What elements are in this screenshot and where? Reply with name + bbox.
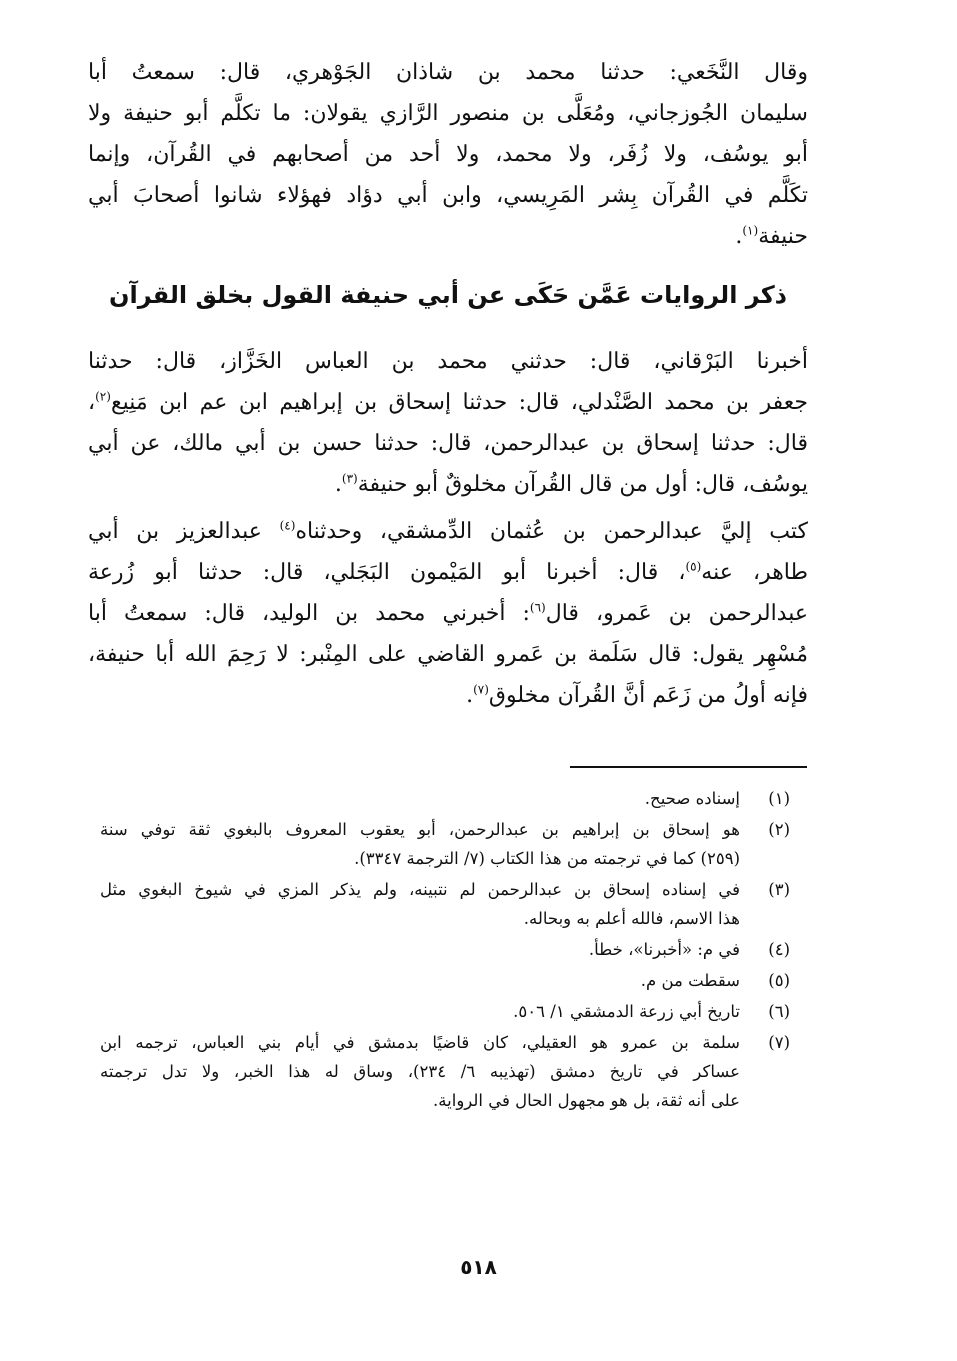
text-line: تكَلَّم في القُرآن بِشر المَرِيسي، وابن أبي دؤاد فهؤلاء شانوا أصحابَ أبي xyxy=(88,183,808,208)
footnote-ref[interactable]: (٣) xyxy=(341,471,358,486)
footnote-item xyxy=(100,784,790,813)
text-line: (٢٥٩) كما في ترجمته من هذا الكتاب (٧/ الترجمة ٣٣٤٧). xyxy=(354,849,740,868)
text-line: في م: «أخبرنا»، خطأ. xyxy=(588,940,740,959)
page-body xyxy=(88,52,808,716)
text-line: سليمان الجُوزجاني، ومُعَلَّى بن منصور الرَّازي يقولان: ما تكلَّم أبو حنيفة ولا xyxy=(88,101,808,126)
footnote-text xyxy=(100,815,740,873)
footnote-text xyxy=(100,966,740,995)
text-fragment: كتب إليَّ عبدالرحمن بن عُثمان الدِّمشقي، وحدثناه xyxy=(295,519,808,544)
footnote-text xyxy=(100,997,740,1026)
footnote-item xyxy=(100,966,790,995)
paragraph-1 xyxy=(88,52,808,257)
text-fragment: : أخبرني محمد بن الوليد، قال: سمعتُ أبا xyxy=(88,601,530,626)
text-fragment: ، قال: أخبرنا أبو المَيْمون البَجَلي، قال: حدثنا أبو زُرعة xyxy=(88,560,686,585)
footnote-item xyxy=(100,935,790,964)
text-fragment: . xyxy=(334,472,342,497)
paragraph-2 xyxy=(88,341,808,505)
text-line xyxy=(88,382,808,423)
footnote-number: (٤) xyxy=(768,940,790,959)
text-line xyxy=(88,675,808,716)
text-line: على أنه ثقة، بل هو مجهول الحال في الرواية. xyxy=(433,1091,740,1110)
text-line: وقال النَّخَعي: حدثنا محمد بن شاذان الجَوْهري، قال: سمعتُ أبا xyxy=(88,60,808,85)
footnote-text xyxy=(100,935,740,964)
footnotes xyxy=(100,784,790,1117)
footnote-ref[interactable]: (٧) xyxy=(473,682,489,697)
section-heading: ذكر الروايات عَمَّن حَكَى عن أبي حنيفة القول بخلق القرآن xyxy=(109,281,787,309)
footnote-number: (١) xyxy=(768,789,790,808)
footnote-text xyxy=(100,1028,740,1115)
paragraph-3 xyxy=(88,511,808,716)
text-line xyxy=(88,511,808,552)
text-fragment: حنيفة xyxy=(758,224,808,249)
text-fragment: جعفر بن محمد الصَّنْدلي، قال: حدثنا إسحاق بن إبراهيم ابن عم ابن مَنِيع xyxy=(110,390,808,415)
text-fragment: . xyxy=(466,683,474,708)
text-line xyxy=(88,216,808,257)
text-fragment: فإنه أولُ من زَعَم أنَّ القُرآن مخلوق xyxy=(488,683,808,708)
text-fragment: طاهر، عنه xyxy=(701,560,808,585)
footnote-ref[interactable]: (١) xyxy=(742,223,759,238)
text-line: هو إسحاق بن إبراهيم بن عبدالرحمن، أبو يعقوب المعروف بالبغوي ثقة توفي سنة xyxy=(100,820,740,839)
text-line: في إسناده إسحاق بن عبدالرحمن لم نتبينه، ولم يذكر المزي في شيوخ البغوي مثل xyxy=(100,880,740,899)
text-fragment: يوسُف، قال: أول من قال القُرآن مخلوقٌ أبو حنيفة xyxy=(357,472,808,497)
text-line xyxy=(88,464,808,505)
text-fragment: . xyxy=(735,224,743,249)
text-line: إسناده صحيح. xyxy=(644,789,740,808)
footnote-ref[interactable]: (٥) xyxy=(685,559,702,574)
text-line: عساكر في تاريخ دمشق (تهذيبه ٦/ ٢٣٤)، وساق له هذا الخبر، ولا تدل ترجمته xyxy=(100,1062,740,1081)
text-line: مُسْهِر يقول: قال سَلَمة بن عَمرو القاضي على المِنْبر: لا رَحِمَ الله أبا حنيفة، xyxy=(88,642,808,667)
footnote-text xyxy=(100,875,740,933)
footnote-divider xyxy=(570,766,807,768)
footnote-item xyxy=(100,997,790,1026)
text-line: سلمة بن عمرو هو العقيلي، كان قاضيًا بدمشق في أيام بني العباس، ترجمه ابن xyxy=(100,1033,740,1052)
footnote-number: (٧) xyxy=(768,1033,790,1052)
footnote-ref[interactable]: (٢) xyxy=(95,389,111,404)
text-line: أبو يوسُف، ولا زُفَر، ولا محمد، ولا أحد من أصحابهم في القُرآن، وإنما xyxy=(88,142,808,167)
footnote-item xyxy=(100,815,790,873)
footnote-ref[interactable]: (٤) xyxy=(279,518,296,533)
footnote-item xyxy=(100,875,790,933)
text-fragment: عبدالعزيز بن أبي xyxy=(88,519,280,544)
text-line: سقطت من م. xyxy=(640,971,740,990)
footnote-text xyxy=(100,784,740,813)
footnote-number: (٣) xyxy=(768,880,790,899)
text-line: أخبرنا البَرْقاني، قال: حدثني محمد بن العباس الخَزَّاز، قال: حدثنا xyxy=(88,349,808,374)
footnote-number: (٦) xyxy=(768,1002,790,1021)
text-line: تاريخ أبي زرعة الدمشقي ١/ ٥٠٦. xyxy=(513,1002,740,1021)
text-line: هذا الاسم، فالله أعلم به وبحاله. xyxy=(523,909,740,928)
footnote-number: (٥) xyxy=(768,971,790,990)
text-line: قال: حدثنا إسحاق بن عبدالرحمن، قال: حدثنا حسن بن أبي مالك، عن أبي xyxy=(88,431,808,456)
footnote-number: (٢) xyxy=(768,820,790,839)
footnote-ref[interactable]: (٦) xyxy=(529,600,546,615)
footnote-item xyxy=(100,1028,790,1115)
page-number: ٥١٨ xyxy=(460,1255,497,1279)
text-line xyxy=(88,593,808,634)
text-line xyxy=(88,552,808,593)
text-fragment: عبدالرحمن بن عَمرو، قال xyxy=(545,601,808,626)
text-fragment: ، xyxy=(88,390,96,415)
